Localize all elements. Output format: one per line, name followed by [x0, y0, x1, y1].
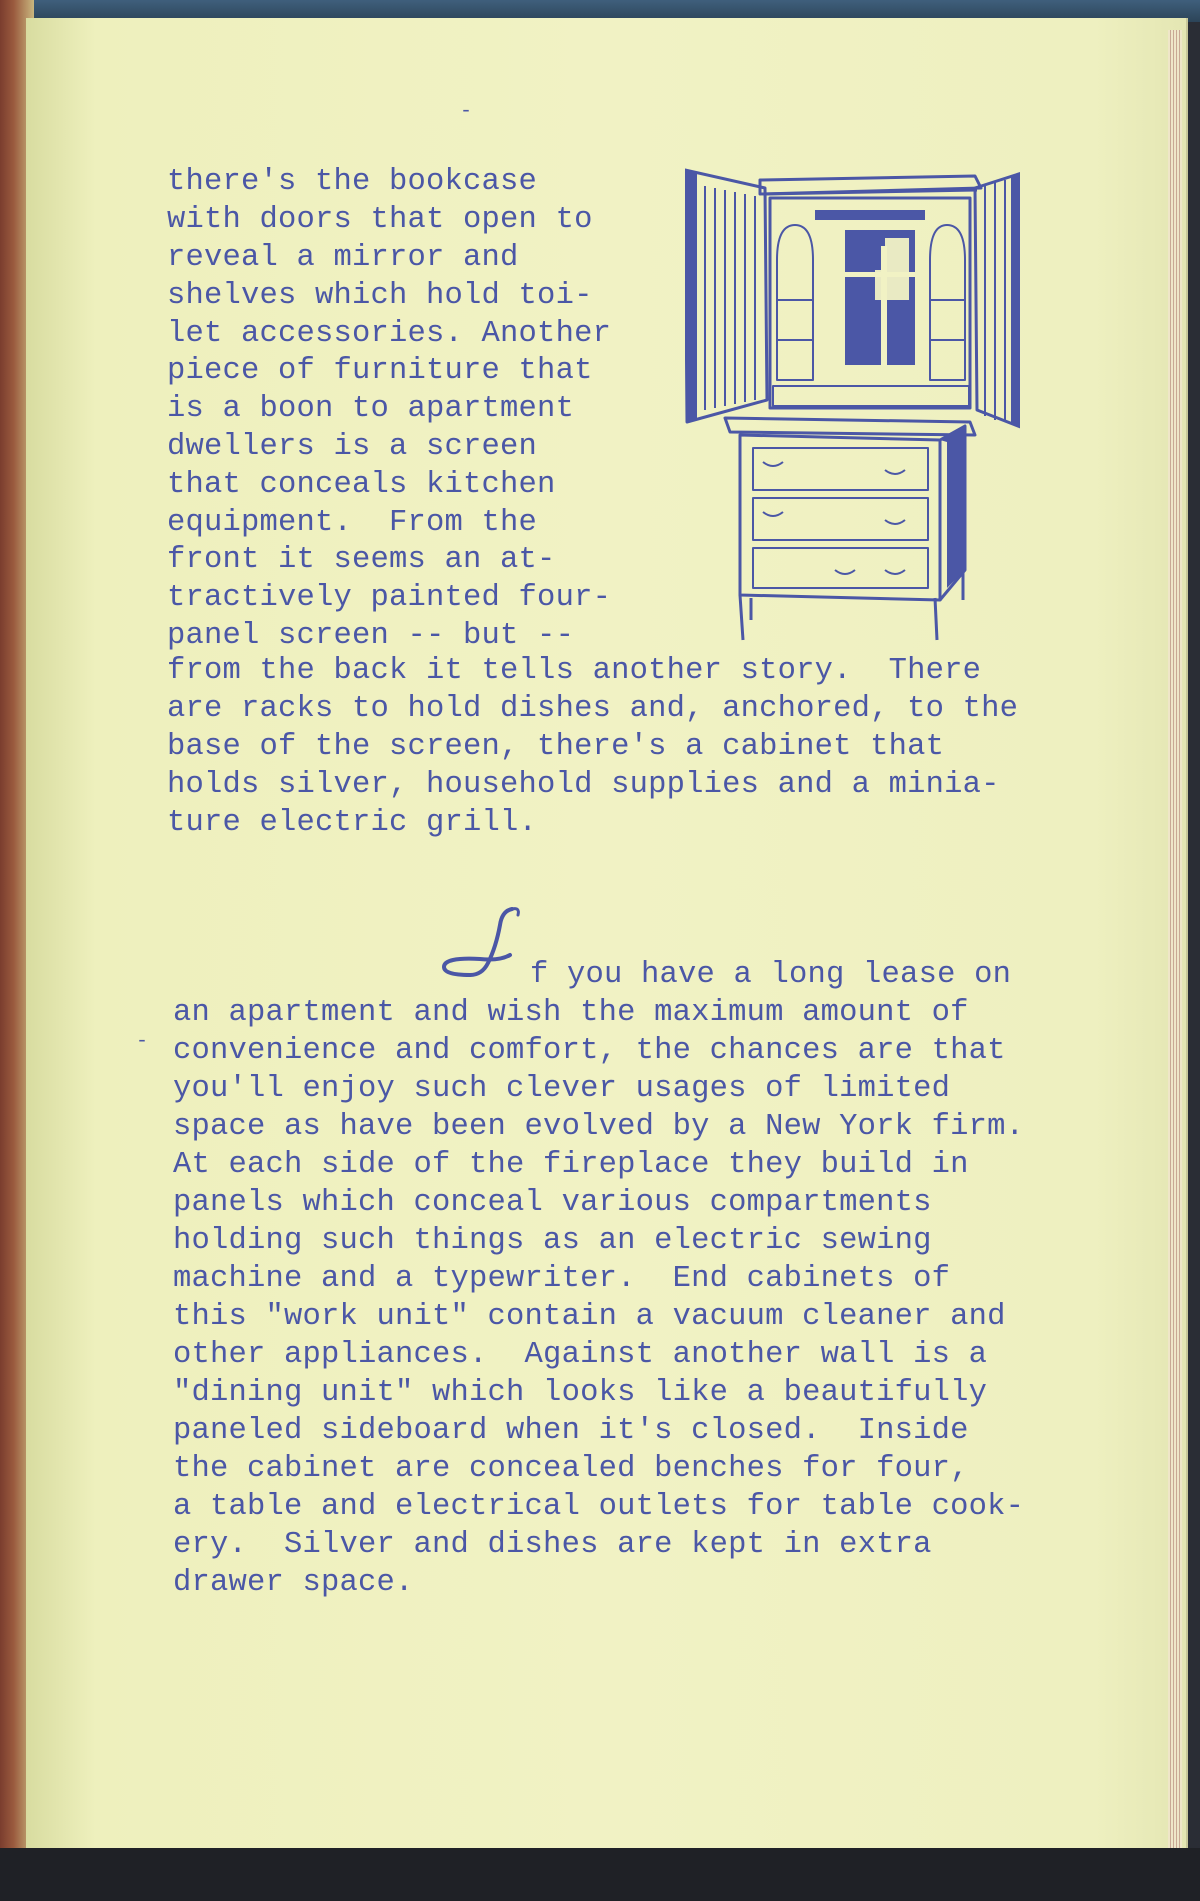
text-line: a table and electrical outlets for table cook- — [173, 1490, 1025, 1524]
text-line: piece of furniture that — [167, 354, 593, 388]
page-fore-edge — [1168, 30, 1182, 1850]
text-line: this "work unit" contain a vacuum cleaner and — [173, 1300, 1006, 1334]
text-line: front it seems an at- — [167, 543, 556, 577]
text-line: tractively painted four- — [167, 581, 612, 615]
text-line: ery. Silver and dishes are kept in extra — [173, 1528, 932, 1562]
text-line: paneled sideboard when it's closed. Inside — [173, 1414, 969, 1448]
text-line: are racks to hold dishes and, anchored, to the — [167, 692, 1019, 726]
text-line: space as have been evolved by a New York firm. — [173, 1110, 1025, 1144]
text-line: is a boon to apartment — [167, 392, 575, 426]
text-line: dwellers is a screen — [167, 430, 538, 464]
text-line: equipment. From the — [167, 506, 538, 540]
text-line: with doors that open to — [167, 203, 593, 237]
text-line: holding such things as an electric sewing — [173, 1224, 932, 1258]
text-line: you'll enjoy such clever usages of limited — [173, 1072, 951, 1106]
text-line: from the back it tells another story. There — [167, 654, 982, 688]
text-line: an apartment and wish the maximum amount of — [173, 996, 969, 1030]
text-line: machine and a typewriter. End cabinets of — [173, 1262, 951, 1296]
bookcase-illustration — [685, 150, 1020, 645]
text-line: there's the bookcase — [167, 165, 538, 199]
text-line: panel screen -- but -- — [167, 619, 575, 653]
text-line: panels which conceal various compartments — [173, 1186, 932, 1220]
text-line: base of the screen, there's a cabinet that — [167, 730, 945, 764]
text-line: f you have a long lease on — [530, 958, 1012, 992]
text-line: shelves which hold toi- — [167, 279, 593, 313]
text-line: "dining unit" which looks like a beautifully — [173, 1376, 988, 1410]
text-line: reveal a mirror and — [167, 241, 519, 275]
text-line: drawer space. — [173, 1566, 414, 1600]
text-line: that conceals kitchen — [167, 468, 556, 502]
text-line: holds silver, household supplies and a minia- — [167, 768, 1000, 802]
stray-mark: - — [460, 100, 473, 123]
stray-mark: - — [136, 1030, 149, 1053]
text-line: the cabinet are concealed benches for four, — [173, 1452, 969, 1486]
text-line: other appliances. Against another wall is a — [173, 1338, 988, 1372]
text-line: convenience and comfort, the chances are that — [173, 1034, 1006, 1068]
text-line: At each side of the fireplace they build in — [173, 1148, 969, 1182]
text-line: let accessories. Another — [167, 317, 612, 351]
text-line: ture electric grill. — [167, 806, 538, 840]
script-drop-cap-i — [440, 905, 525, 985]
book-bottom-edge — [0, 1848, 1200, 1901]
